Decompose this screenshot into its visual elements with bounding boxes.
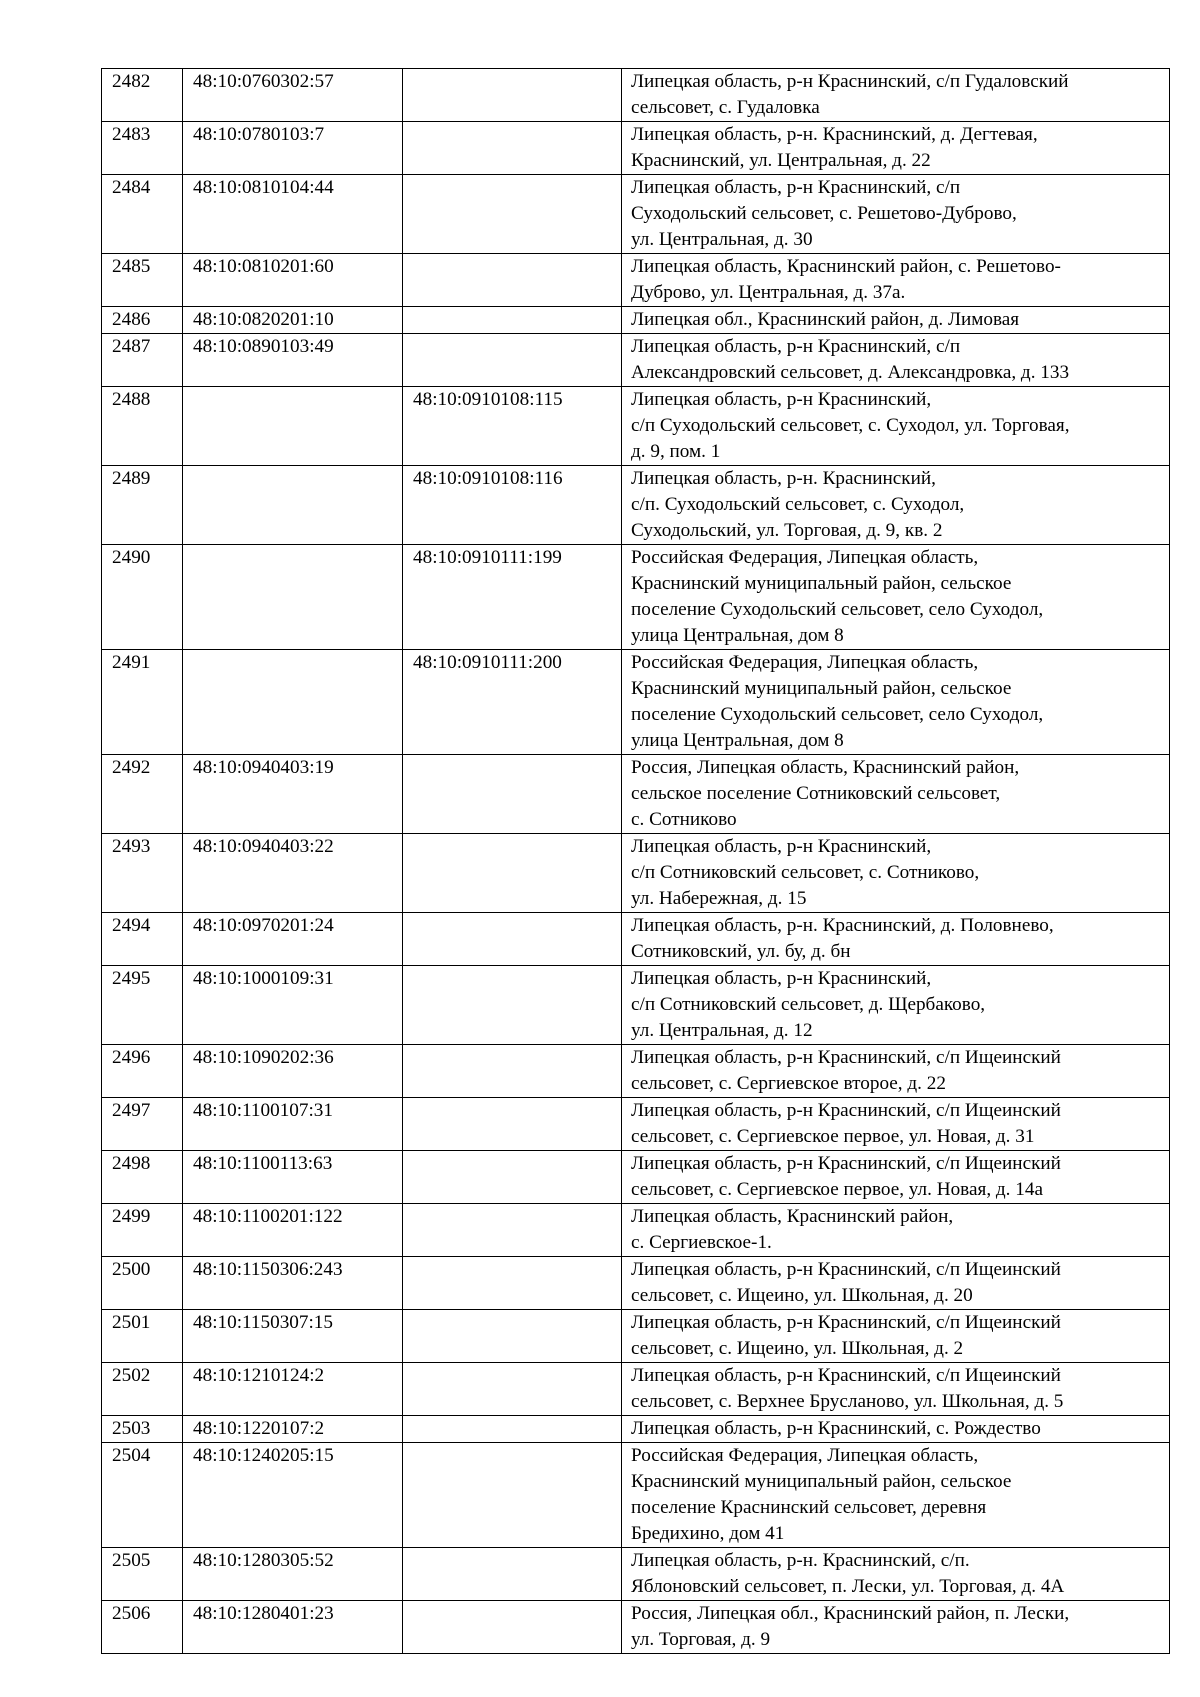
row-number-cell: 2494	[102, 913, 183, 966]
land-cadastral-number-cell	[183, 387, 403, 466]
table-row	[102, 1601, 1170, 1654]
object-cadastral-number-cell	[403, 1443, 622, 1548]
address-cell: Липецкая область, р-н Краснинский, с/п Суходольский сельсовет, с. Суходол, ул. Торговая, д. 9, пом. 1	[622, 387, 1170, 466]
table-row	[102, 834, 1170, 913]
land-cadastral-number-cell: 48:10:1220107:2	[183, 1416, 403, 1443]
row-number-cell: 2493	[102, 834, 183, 913]
table-row	[102, 1204, 1170, 1257]
property-register-table	[101, 68, 1170, 1654]
object-cadastral-number-cell	[403, 1416, 622, 1443]
table-row	[102, 1443, 1170, 1548]
row-number-cell: 2487	[102, 334, 183, 387]
row-number-cell: 2491	[102, 650, 183, 755]
table-row	[102, 122, 1170, 175]
table-row	[102, 1548, 1170, 1601]
row-number-cell: 2500	[102, 1257, 183, 1310]
address-cell: Липецкая область, р-н Краснинский, с/п Гудаловский сельсовет, с. Гудаловка	[622, 69, 1170, 122]
land-cadastral-number-cell: 48:10:1150306:243	[183, 1257, 403, 1310]
address-cell: Липецкая область, р-н Краснинский, с/п Суходольский сельсовет, с. Решетово-Дуброво, ул. Центральная, д. 30	[622, 175, 1170, 254]
address-cell: Липецкая область, р-н Краснинский, с/п Ищеинский сельсовет, с. Ищеино, ул. Школьная, д. 20	[622, 1257, 1170, 1310]
object-cadastral-number-cell	[403, 834, 622, 913]
land-cadastral-number-cell: 48:10:0760302:57	[183, 69, 403, 122]
row-number-cell: 2495	[102, 966, 183, 1045]
land-cadastral-number-cell: 48:10:0820201:10	[183, 307, 403, 334]
object-cadastral-number-cell	[403, 1098, 622, 1151]
land-cadastral-number-cell: 48:10:1100113:63	[183, 1151, 403, 1204]
object-cadastral-number-cell: 48:10:0910108:115	[403, 387, 622, 466]
address-cell: Липецкая область, р-н. Краснинский, с/п. Яблоновский сельсовет, п. Лески, ул. Торговая, д. 4А	[622, 1548, 1170, 1601]
row-number-cell: 2488	[102, 387, 183, 466]
row-number-cell: 2506	[102, 1601, 183, 1654]
table-row	[102, 69, 1170, 122]
table-row	[102, 755, 1170, 834]
object-cadastral-number-cell	[403, 254, 622, 307]
land-cadastral-number-cell	[183, 650, 403, 755]
address-cell: Липецкая область, р-н Краснинский, с. Рождество	[622, 1416, 1170, 1443]
table-row	[102, 387, 1170, 466]
land-cadastral-number-cell: 48:10:1210124:2	[183, 1363, 403, 1416]
address-cell: Липецкая область, р-н. Краснинский, д. Дегтевая, Краснинский, ул. Центральная, д. 22	[622, 122, 1170, 175]
object-cadastral-number-cell: 48:10:0910111:199	[403, 545, 622, 650]
land-cadastral-number-cell: 48:10:1280401:23	[183, 1601, 403, 1654]
object-cadastral-number-cell	[403, 1310, 622, 1363]
row-number-cell: 2489	[102, 466, 183, 545]
address-cell: Российская Федерация, Липецкая область, Краснинский муниципальный район, сельское поселение Суходольский сельсовет, село Суходол, улица Центральная, дом 8	[622, 650, 1170, 755]
table-row	[102, 175, 1170, 254]
land-cadastral-number-cell: 48:10:0810201:60	[183, 254, 403, 307]
address-cell: Россия, Липецкая обл., Краснинский район, п. Лески, ул. Торговая, д. 9	[622, 1601, 1170, 1654]
object-cadastral-number-cell	[403, 122, 622, 175]
row-number-cell: 2496	[102, 1045, 183, 1098]
land-cadastral-number-cell: 48:10:0780103:7	[183, 122, 403, 175]
row-number-cell: 2497	[102, 1098, 183, 1151]
row-number-cell: 2485	[102, 254, 183, 307]
land-cadastral-number-cell: 48:10:0940403:19	[183, 755, 403, 834]
object-cadastral-number-cell	[403, 755, 622, 834]
object-cadastral-number-cell	[403, 1204, 622, 1257]
address-cell: Липецкая обл., Краснинский район, д. Лимовая	[622, 307, 1170, 334]
object-cadastral-number-cell	[403, 307, 622, 334]
address-cell: Липецкая область, р-н Краснинский, с/п Ищеинский сельсовет, с. Сергиевское второе, д. 22	[622, 1045, 1170, 1098]
table-row	[102, 466, 1170, 545]
table-row	[102, 307, 1170, 334]
row-number-cell: 2503	[102, 1416, 183, 1443]
table-row	[102, 913, 1170, 966]
row-number-cell: 2499	[102, 1204, 183, 1257]
address-cell: Липецкая область, Краснинский район, с. Сергиевское-1.	[622, 1204, 1170, 1257]
land-cadastral-number-cell: 48:10:1280305:52	[183, 1548, 403, 1601]
object-cadastral-number-cell	[403, 1045, 622, 1098]
table-row	[102, 545, 1170, 650]
table-row	[102, 334, 1170, 387]
land-cadastral-number-cell: 48:10:1100201:122	[183, 1204, 403, 1257]
row-number-cell: 2501	[102, 1310, 183, 1363]
row-number-cell: 2482	[102, 69, 183, 122]
object-cadastral-number-cell	[403, 1548, 622, 1601]
row-number-cell: 2486	[102, 307, 183, 334]
land-cadastral-number-cell: 48:10:1000109:31	[183, 966, 403, 1045]
land-cadastral-number-cell: 48:10:1150307:15	[183, 1310, 403, 1363]
table-row	[102, 1151, 1170, 1204]
object-cadastral-number-cell: 48:10:0910108:116	[403, 466, 622, 545]
address-cell: Липецкая область, р-н. Краснинский, д. Половнево, Сотниковский, ул. бу, д. бн	[622, 913, 1170, 966]
row-number-cell: 2492	[102, 755, 183, 834]
table-row	[102, 1363, 1170, 1416]
object-cadastral-number-cell	[403, 1601, 622, 1654]
address-cell: Российская Федерация, Липецкая область, Краснинский муниципальный район, сельское поселение Суходольский сельсовет, село Суходол, улица Центральная, дом 8	[622, 545, 1170, 650]
table-row	[102, 254, 1170, 307]
address-cell: Липецкая область, р-н Краснинский, с/п Сотниковский сельсовет, д. Щербаково, ул. Центральная, д. 12	[622, 966, 1170, 1045]
land-cadastral-number-cell: 48:10:1240205:15	[183, 1443, 403, 1548]
object-cadastral-number-cell	[403, 1363, 622, 1416]
land-cadastral-number-cell	[183, 466, 403, 545]
address-cell: Липецкая область, р-н Краснинский, с/п Ищеинский сельсовет, с. Сергиевское первое, ул. Новая, д. 31	[622, 1098, 1170, 1151]
address-cell: Липецкая область, р-н Краснинский, с/п Ищеинский сельсовет, с. Сергиевское первое, ул. Новая, д. 14а	[622, 1151, 1170, 1204]
row-number-cell: 2490	[102, 545, 183, 650]
row-number-cell: 2504	[102, 1443, 183, 1548]
address-cell: Российская Федерация, Липецкая область, Краснинский муниципальный район, сельское поселение Краснинский сельсовет, деревня Бредихино, дом 41	[622, 1443, 1170, 1548]
row-number-cell: 2483	[102, 122, 183, 175]
table-row	[102, 1045, 1170, 1098]
object-cadastral-number-cell	[403, 1151, 622, 1204]
land-cadastral-number-cell: 48:10:0890103:49	[183, 334, 403, 387]
table-row	[102, 1416, 1170, 1443]
object-cadastral-number-cell: 48:10:0910111:200	[403, 650, 622, 755]
address-cell: Липецкая область, р-н Краснинский, с/п Ищеинский сельсовет, с. Ищеино, ул. Школьная, д. 2	[622, 1310, 1170, 1363]
object-cadastral-number-cell	[403, 175, 622, 254]
row-number-cell: 2505	[102, 1548, 183, 1601]
land-cadastral-number-cell: 48:10:1090202:36	[183, 1045, 403, 1098]
address-cell: Липецкая область, р-н Краснинский, с/п Сотниковский сельсовет, с. Сотниково, ул. Набережная, д. 15	[622, 834, 1170, 913]
row-number-cell: 2498	[102, 1151, 183, 1204]
table-row	[102, 1257, 1170, 1310]
object-cadastral-number-cell	[403, 913, 622, 966]
object-cadastral-number-cell	[403, 1257, 622, 1310]
land-cadastral-number-cell: 48:10:0810104:44	[183, 175, 403, 254]
table-row	[102, 650, 1170, 755]
address-cell: Липецкая область, р-н Краснинский, с/п Ищеинский сельсовет, с. Верхнее Брусланово, ул. Школьная, д. 5	[622, 1363, 1170, 1416]
table-row	[102, 966, 1170, 1045]
table-body	[102, 69, 1170, 1654]
address-cell: Россия, Липецкая область, Краснинский район, сельское поселение Сотниковский сельсовет, с. Сотниково	[622, 755, 1170, 834]
object-cadastral-number-cell	[403, 334, 622, 387]
land-cadastral-number-cell	[183, 545, 403, 650]
object-cadastral-number-cell	[403, 69, 622, 122]
land-cadastral-number-cell: 48:10:1100107:31	[183, 1098, 403, 1151]
land-cadastral-number-cell: 48:10:0970201:24	[183, 913, 403, 966]
address-cell: Липецкая область, р-н Краснинский, с/п Александровский сельсовет, д. Александровка, д. 133	[622, 334, 1170, 387]
row-number-cell: 2484	[102, 175, 183, 254]
table-row	[102, 1098, 1170, 1151]
table-row	[102, 1310, 1170, 1363]
object-cadastral-number-cell	[403, 966, 622, 1045]
land-cadastral-number-cell: 48:10:0940403:22	[183, 834, 403, 913]
address-cell: Липецкая область, р-н. Краснинский, с/п. Суходольский сельсовет, с. Суходол, Суходольский, ул. Торговая, д. 9, кв. 2	[622, 466, 1170, 545]
address-cell: Липецкая область, Краснинский район, с. Решетово- Дуброво, ул. Центральная, д. 37а.	[622, 254, 1170, 307]
row-number-cell: 2502	[102, 1363, 183, 1416]
